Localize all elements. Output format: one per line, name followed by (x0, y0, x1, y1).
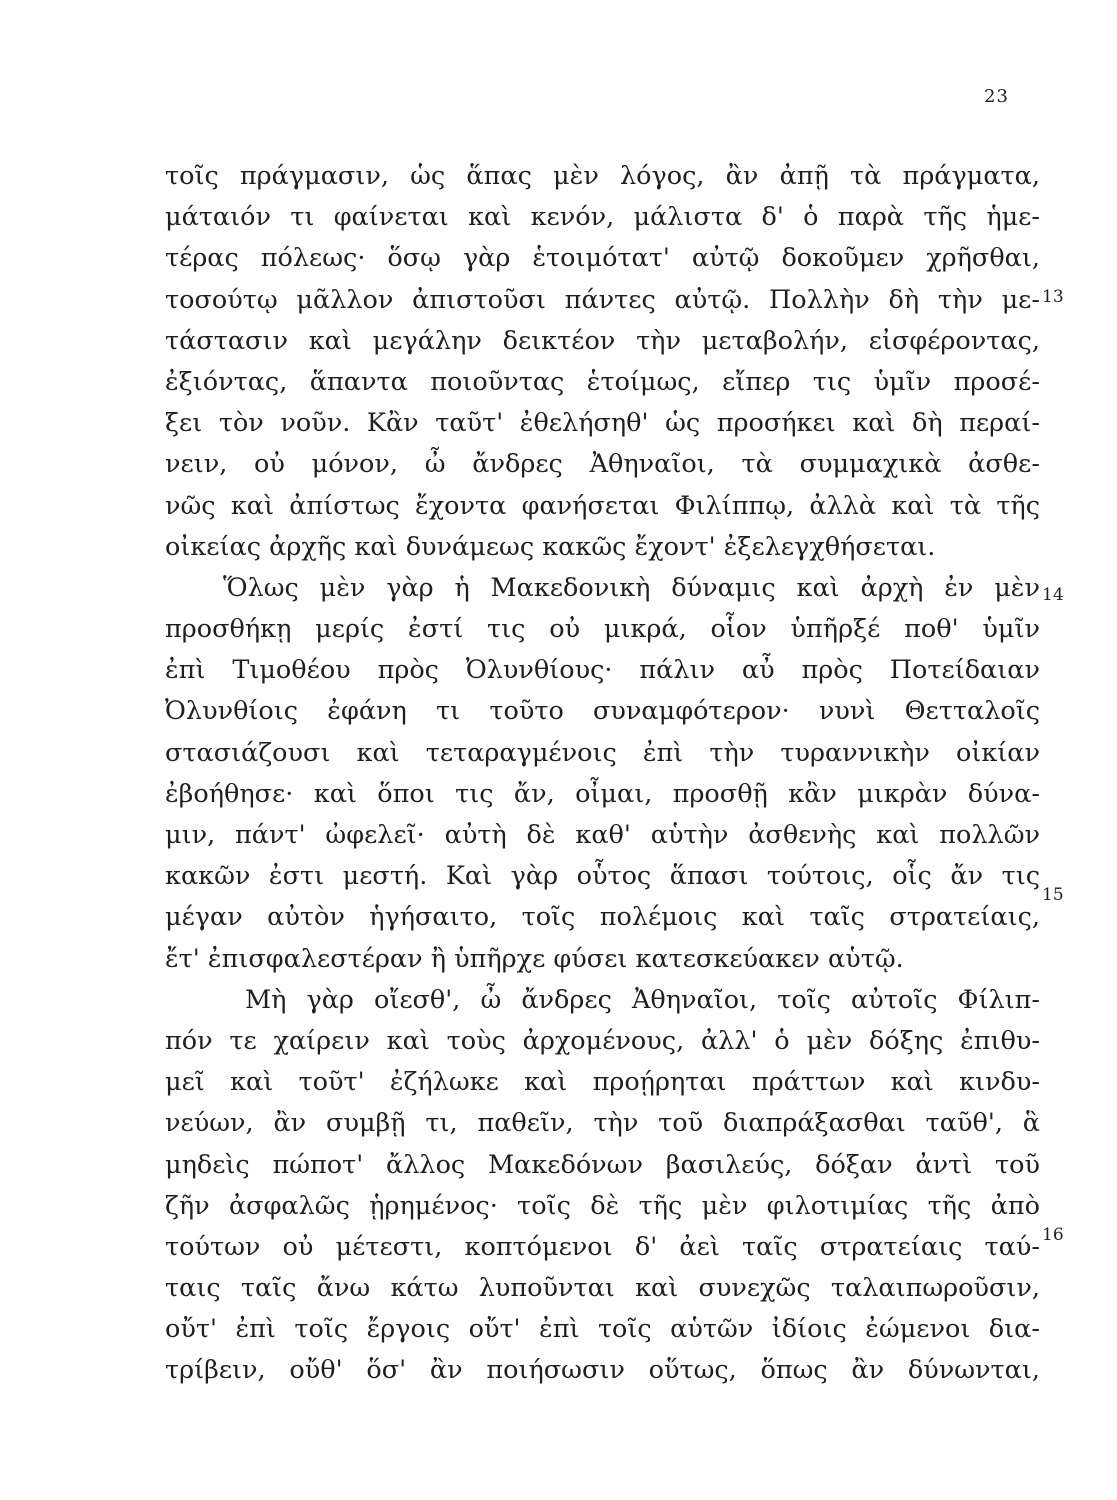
text-line: πόν τε χαίρειν καὶ τοὺς ἀρχομένους, ἀλλ' ὁ μὲν δόξης ἐπιθυ- (165, 1025, 1040, 1056)
text-line: μεῖ καὶ τοῦτ' ἐζήλωκε καὶ προῄρηται πράττων καὶ κινδυ- (165, 1067, 1040, 1098)
text-line: ξει τὸν νοῦν. Κἂν ταῦτ' ἐθελήσηθ' ὡς προσήκει καὶ δὴ περαί- (165, 408, 1040, 439)
text-line: ζῆν ἀσφαλῶς ᾑρημένος· τοῖς δὲ τῆς μὲν φιλοτιμίας τῆς ἀπὸ (165, 1190, 1040, 1221)
text-line: Μὴ γὰρ οἴεσθ', ὦ ἄνδρες Ἀθηναῖοι, τοῖς αὐτοῖς Φίλιπ- (245, 984, 1040, 1015)
section-number: 15 (1042, 885, 1064, 905)
text-line: ἐβοήθησε· καὶ ὅποι τις ἄν, οἶμαι, προσθῇ κἂν μικρὰν δύνα- (165, 778, 1040, 809)
text-line: ἔτ' ἐπισφαλεστέραν ἢ ὑπῆρχε φύσει κατεσκεύακεν αὑτῷ. (165, 943, 904, 974)
text-line: ταις ταῖς ἄνω κάτω λυποῦνται καὶ συνεχῶς ταλαιπωροῦσιν, (165, 1273, 1040, 1304)
text-line: τοῖς πράγμασιν, ὡς ἅπας μὲν λόγος, ἂν ἀπῇ τὰ πράγματα, (165, 161, 1040, 191)
text-line: μέγαν αὐτὸν ἡγήσαιτο, τοῖς πολέμοις καὶ ταῖς στρατείαις, (165, 902, 1040, 933)
text-line: Ὅλως μὲν γὰρ ἡ Μακεδονικὴ δύναμις καὶ ἀρχὴ ἐν μὲν (223, 572, 1040, 603)
text-line: νεύων, ἂν συμβῇ τι, παθεῖν, τὴν τοῦ διαπράξασθαι ταῦθ', ἃ (165, 1108, 1040, 1139)
text-line: προσθήκῃ μερίς ἐστί τις οὐ μικρά, οἷον ὑπῆρξέ ποθ' ὑμῖν (165, 614, 1040, 645)
text-line: τοσούτῳ μᾶλλον ἀπιστοῦσι πάντες αὐτῷ. Πολλὴν δὴ τὴν με- (165, 284, 1040, 315)
text-line: νειν, οὐ μόνον, ὦ ἄνδρες Ἀθηναῖοι, τὰ συμμαχικὰ ἀσθε- (165, 449, 1040, 480)
text-line: οἰκείας ἀρχῆς καὶ δυνάμεως κακῶς ἔχοντ' ἐξελεγχθήσεται. (165, 531, 936, 562)
text-line: τρίβειν, οὔθ' ὅσ' ἂν ποιήσωσιν οὕτως, ὅπως ἂν δύνωνται, (165, 1355, 1040, 1386)
text-line: μηδεὶς πώποτ' ἄλλος Μακεδόνων βασιλεύς, δόξαν ἀντὶ τοῦ (165, 1149, 1040, 1180)
text-line: μάταιόν τι φαίνεται καὶ κενόν, μάλιστα δ' ὁ παρὰ τῆς ἡμε- (165, 202, 1040, 233)
text-line: στασιάζουσι καὶ τεταραγμένοις ἐπὶ τὴν τυραννικὴν οἰκίαν (165, 737, 1040, 768)
text-line: Ὀλυνθίοις ἐφάνη τι τοῦτο συναμφότερον· νυνὶ Θετταλοῖς (165, 696, 1040, 727)
text-line: νῶς καὶ ἀπίστως ἔχοντα φανήσεται Φιλίππῳ, ἀλλὰ καὶ τὰ τῆς (165, 490, 1040, 521)
body-text (165, 156, 1040, 1392)
page-number: 23 (984, 86, 1009, 107)
text-line: οὔτ' ἐπὶ τοῖς ἔργοις οὔτ' ἐπὶ τοῖς αὑτῶν ἰδίοις ἐώμενοι δια- (165, 1314, 1040, 1345)
text-line: ἐπὶ Τιμοθέου πρὸς Ὀλυνθίους· πάλιν αὖ πρὸς Ποτείδαιαν (165, 655, 1040, 686)
section-number: 14 (1042, 585, 1064, 605)
text-line: τέρας πόλεως· ὅσῳ γὰρ ἑτοιμότατ' αὐτῷ δοκοῦμεν χρῆσθαι, (165, 243, 1040, 274)
text-line: μιν, πάντ' ὠφελεῖ· αὐτὴ δὲ καθ' αὑτὴν ἀσθενὴς καὶ πολλῶν (165, 820, 1040, 850)
section-number: 13 (1042, 287, 1064, 307)
section-number: 16 (1042, 1225, 1064, 1245)
text-line: κακῶν ἐστι μεστή. Καὶ γὰρ οὗτος ἅπασι τούτοις, οἷς ἄν τις (165, 861, 1040, 892)
text-line: τάστασιν καὶ μεγάλην δεικτέον τὴν μεταβολήν, εἰσφέροντας, (165, 325, 1040, 356)
text-line: τούτων οὐ μέτεστι, κοπτόμενοι δ' ἀεὶ ταῖς στρατείαις ταύ- (165, 1231, 1040, 1262)
text-line: ἐξιόντας, ἅπαντα ποιοῦντας ἑτοίμως, εἴπερ τις ὑμῖν προσέ- (165, 366, 1040, 397)
